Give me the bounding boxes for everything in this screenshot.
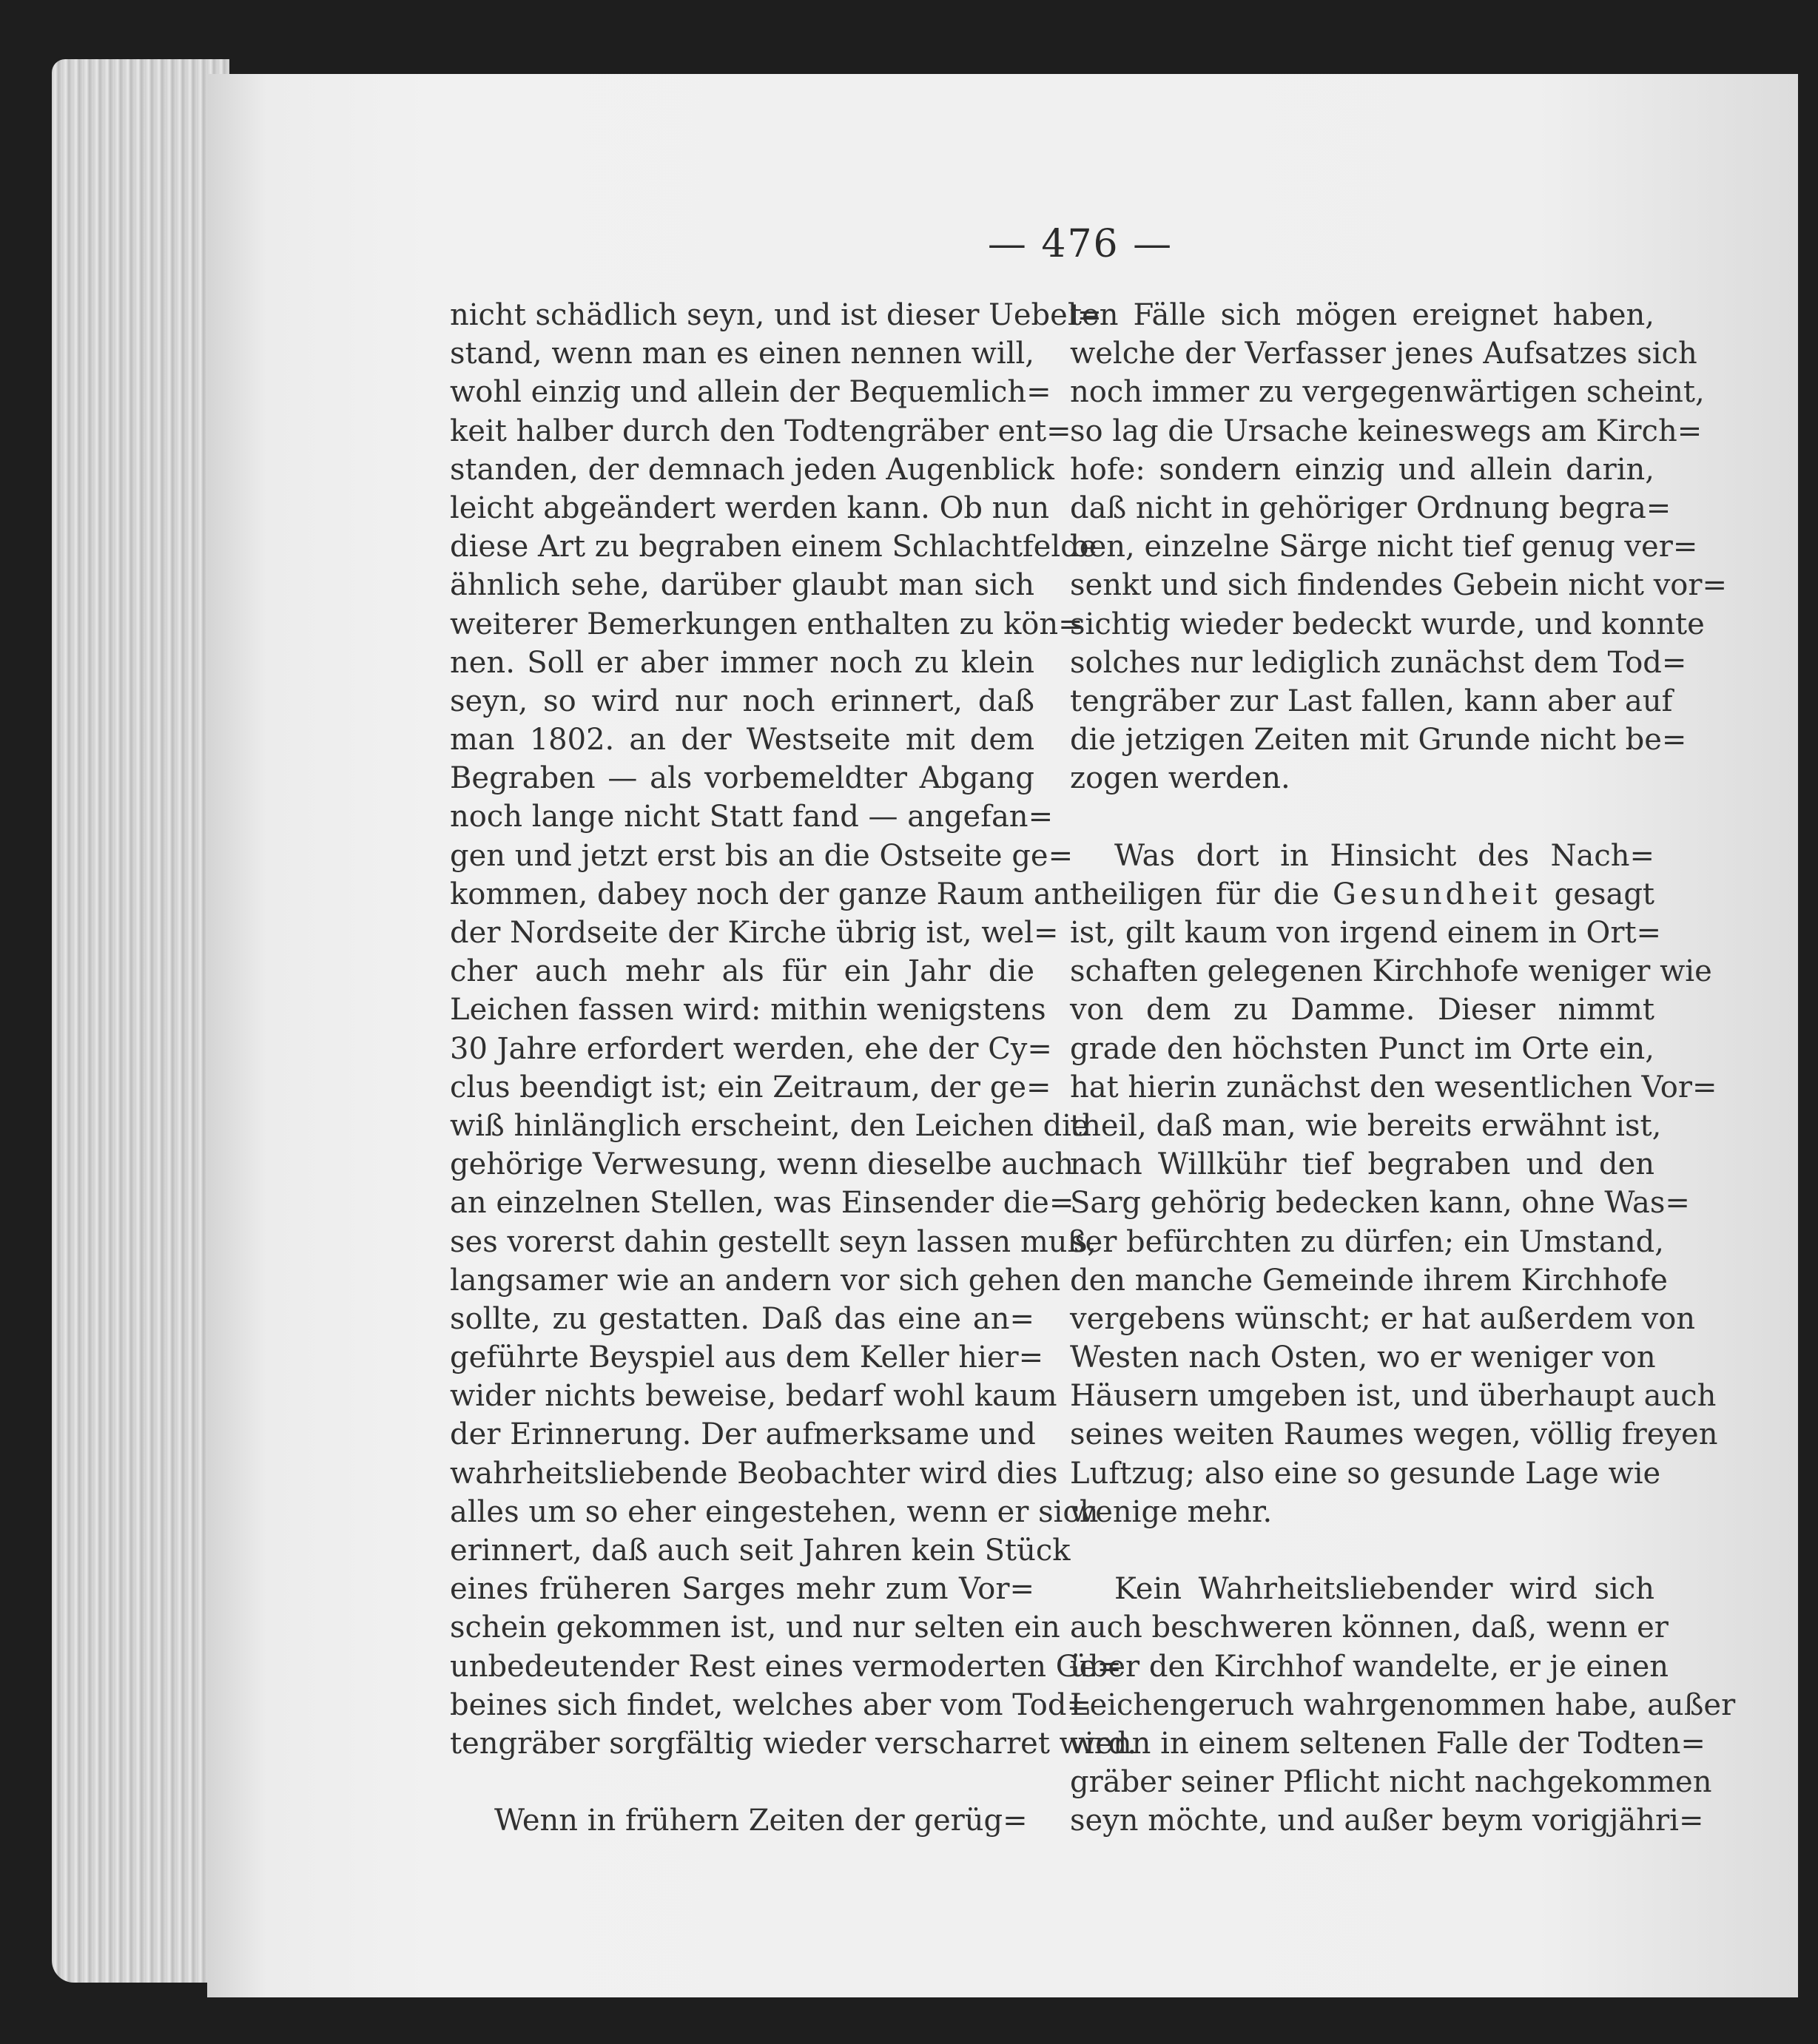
text-line: man 1802. an der Westseite mit dem <box>450 723 1034 758</box>
text-line: nicht schädlich seyn, und ist dieser Uebel= <box>450 298 1102 332</box>
text-line: welche der Verfasser jenes Aufsatzes sich <box>1070 337 1697 371</box>
paragraph-gap <box>450 1763 1034 1801</box>
text-line <box>1070 875 1654 914</box>
text-line: standen, der demnach jeden Augenblick <box>450 452 1054 487</box>
text-line: schein gekommen ist, und nur selten ein <box>450 1610 1060 1645</box>
text-line: gehörige Verwesung, wenn dieselbe auch <box>450 1147 1074 1182</box>
text-line: den manche Gemeinde ihrem Kirchhofe <box>1070 1263 1668 1298</box>
page-number: — 476 — <box>987 222 1174 266</box>
text-line: senkt und sich findendes Gebein nicht vor= <box>1070 568 1728 603</box>
text-line: ser befürchten zu dürfen; ein Umstand, <box>1070 1224 1664 1259</box>
text-line: ben, einzelne Särge nicht tief genug ver= <box>1070 530 1698 564</box>
left-paragraph-2 <box>450 1801 1034 1840</box>
text-line: vergebens wünscht; er hat außerdem von <box>1070 1301 1696 1336</box>
text-line: wohl einzig und allein der Bequemlich= <box>450 375 1051 410</box>
text-line: diese Art zu begraben einem Schlachtfelde <box>450 530 1097 564</box>
text-line: ist, gilt kaum von irgend einem in Ort= <box>1070 916 1662 950</box>
text-line: seyn, so wird nur noch erinnert, daß <box>450 684 1034 718</box>
text-line: Sarg gehörig bedecken kann, ohne Was= <box>1070 1186 1690 1221</box>
text-line: wenige mehr. <box>1070 1494 1273 1529</box>
text-line: schaften gelegenen Kirchhofe weniger wie <box>1070 954 1712 989</box>
right-paragraph-3 <box>1070 1570 1736 1840</box>
text-line: langsamer wie an andern vor sich gehen <box>450 1263 1061 1298</box>
text-line: Wenn in frühern Zeiten der gerüg= <box>494 1804 1028 1838</box>
text-line: ses vorerst dahin gestellt seyn lassen muß, <box>450 1224 1097 1259</box>
text-line: cher auch mehr als für ein Jahr die <box>450 954 1034 989</box>
text-line: auch beschweren können, daß, wenn er <box>1070 1610 1669 1645</box>
text-line: geführte Beyspiel aus dem Keller hier= <box>450 1340 1044 1375</box>
text-line: grade den höchsten Punct im Orte ein, <box>1070 1031 1654 1066</box>
left-paragraph-1 <box>450 296 1137 1763</box>
text-line: von dem zu Damme. Dieser nimmt <box>1070 993 1654 1028</box>
text-line: an einzelnen Stellen, was Einsender die= <box>450 1186 1074 1221</box>
text-line: noch immer zu vergegenwärtigen scheint, <box>1070 375 1705 410</box>
text-line: ten Fälle sich mögen ereignet haben, <box>1070 298 1654 332</box>
text-line: hofe: sondern einzig und allein darin, <box>1070 452 1654 487</box>
text-line: tengräber zur Last fallen, kann aber auf <box>1070 684 1673 718</box>
text-line: Begraben — als vorbemeldter Abgang <box>450 761 1034 796</box>
text-line: seyn möchte, und außer beym vorigjähri= <box>1070 1804 1704 1838</box>
emphasized-word: Gesundheit <box>1332 877 1541 911</box>
right-paragraph-1 <box>1070 296 1728 797</box>
text-line: so lag die Ursache keineswegs am Kirch= <box>1070 414 1703 448</box>
text-line: alles um so eher eingestehen, wenn er sich <box>450 1494 1099 1529</box>
text-segment: theiligen für die <box>1070 877 1333 911</box>
text-line: erinnert, daß auch seit Jahren kein Stück <box>450 1534 1071 1568</box>
text-line: wenn in einem seltenen Falle der Todten= <box>1070 1726 1706 1761</box>
text-line: nen. Soll er aber immer noch zu klein <box>450 645 1034 680</box>
text-line: gräber seiner Pflicht nicht nachgekommen <box>1070 1765 1712 1800</box>
text-line: 30 Jahre erfordert werden, ehe der Cy= <box>450 1031 1052 1066</box>
text-segment: gesagt <box>1541 877 1655 911</box>
text-line: über den Kirchhof wandelte, er je einen <box>1070 1649 1669 1684</box>
left-text-column <box>450 296 1137 1841</box>
text-line: zogen werden. <box>1070 761 1290 796</box>
text-line: sichtig wieder bedeckt wurde, und konnte <box>1070 607 1705 641</box>
text-line: ähnlich sehe, darüber glaubt man sich <box>450 568 1034 603</box>
text-line: theil, daß man, wie bereits erwähnt ist, <box>1070 1108 1662 1143</box>
text-line: Kein Wahrheitsliebender wird sich <box>1114 1572 1654 1607</box>
text-line: Luftzug; also eine so gesunde Lage wie <box>1070 1456 1661 1491</box>
paragraph-gap <box>1070 1531 1654 1570</box>
text-line: sollte, zu gestatten. Daß das eine an= <box>450 1301 1034 1336</box>
text-line: Leichengeruch wahrgenommen habe, außer <box>1070 1687 1736 1722</box>
right-paragraph-2-rest <box>1070 914 1718 1531</box>
text-line: beines sich findet, welches aber vom Tod= <box>450 1687 1092 1722</box>
text-line: unbedeutender Rest eines vermoderten Ge= <box>450 1649 1122 1684</box>
text-line: der Erinnerung. Der aufmerksame und <box>450 1417 1036 1452</box>
text-line: Was dort in Hinsicht des Nach= <box>1114 838 1654 873</box>
text-line: seines weiten Raumes wegen, völlig freyen <box>1070 1417 1718 1452</box>
right-paragraph-2 <box>1070 837 1718 1531</box>
right-text-column <box>1070 296 1736 1841</box>
text-line: weiterer Bemerkungen enthalten zu kön= <box>450 607 1083 641</box>
text-line: tengräber sorgfältig wieder verscharret wird. <box>450 1726 1137 1761</box>
paragraph-gap <box>1070 797 1654 836</box>
text-line: leicht abgeändert werden kann. Ob nun <box>450 490 1049 525</box>
text-line: daß nicht in gehöriger Ordnung begra= <box>1070 490 1671 525</box>
text-line: stand, wenn man es einen nennen will, <box>450 337 1034 371</box>
text-line: nach Willkühr tief begraben und den <box>1070 1147 1654 1182</box>
text-line: keit halber durch den Todtengräber ent= <box>450 414 1071 448</box>
text-line: clus beendigt ist; ein Zeitraum, der ge= <box>450 1070 1051 1104</box>
text-line: hat hierin zunächst den wesentlichen Vor= <box>1070 1070 1717 1104</box>
text-line: wahrheitsliebende Beobachter wird dies <box>450 1456 1058 1491</box>
text-line: Leichen fassen wird: mithin wenigstens <box>450 993 1046 1028</box>
text-line: eines früheren Sarges mehr zum Vor= <box>450 1572 1034 1607</box>
book-page-edges <box>52 59 229 1983</box>
text-line: gen und jetzt erst bis an die Ostseite ge= <box>450 838 1074 873</box>
text-line: solches nur lediglich zunächst dem Tod= <box>1070 645 1687 680</box>
text-line: Westen nach Osten, wo er weniger von <box>1070 1340 1656 1375</box>
text-line: noch lange nicht Statt fand — angefan= <box>450 800 1054 834</box>
text-line: Häusern umgeben ist, und überhaupt auch <box>1070 1379 1717 1414</box>
text-line: kommen, dabey noch der ganze Raum an <box>450 877 1071 911</box>
text-line: der Nordseite der Kirche übrig ist, wel= <box>450 916 1059 950</box>
text-line: wiß hinlänglich erscheint, den Leichen die <box>450 1108 1089 1143</box>
text-line: die jetzigen Zeiten mit Grunde nicht be= <box>1070 723 1687 758</box>
text-line: wider nichts beweise, bedarf wohl kaum <box>450 1379 1057 1414</box>
